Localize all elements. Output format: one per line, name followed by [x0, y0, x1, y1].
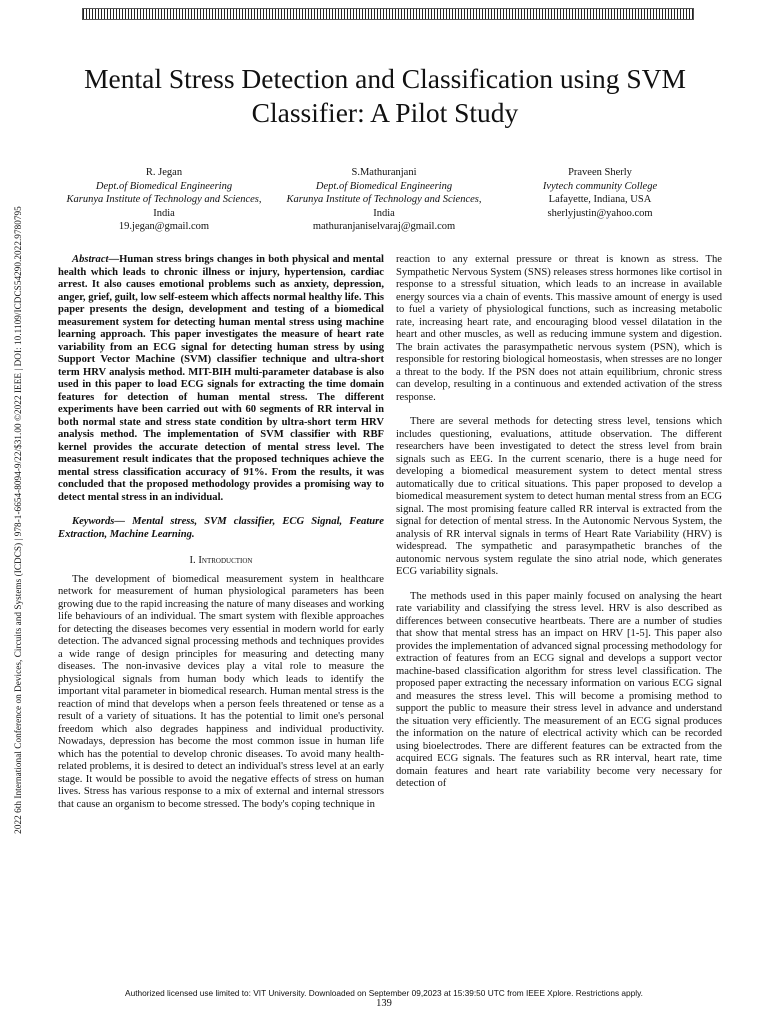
author-block-2	[284, 166, 484, 234]
author-block-3	[500, 166, 700, 220]
author-name: R. Jegan	[145, 167, 183, 178]
author-country: India	[153, 207, 175, 219]
abstract	[58, 254, 384, 504]
body-paragraph: The development of biomedical measurement system in healthcare network for measurement of human physiological parameters has been growing due to the rapid increasing the nature of many diseases and working life behaviours of an individual. The smart system with flexible approaches for detecting the diseases becomes very essential in modern world for early detection. The advanced signal processing methods and techniques provides a wide range of design principles for measuring and detecting many diseases. The non-invasive devices play a vital role to measure the physiological signals from human body which leads to identify the important vital parameter in biomedical research. Human mental stress is the reaction of mind that develops when a person feels threatened or tense as a result of a variety of situations. It has the potential to limit one's personal freedom which also degrades happiness and individual productivity. Nowadays, depression has become the most common issue in human life which has the potential to develop chronic diseases. To avoid many health-related problems, it is desired to detect an individual's stress level at an early stage. It would be possible to avoid the negative effects of stress on human lives. Stress has various response to a mix of external and internal stressors that cause an organism to become stressed. The body's coping technique in	[58, 573, 384, 810]
keywords: Keywords— Mental stress, SVM classifier, ECG Signal, Feature Extraction, Machine Learning.	[58, 516, 384, 540]
header-barcode	[82, 8, 694, 20]
author-inst: Lafayette, Indiana, USA	[548, 194, 652, 205]
right-column	[396, 254, 722, 791]
footer-license: Authorized licensed use limited to: VIT University. Downloaded on September 09,2023 at 15:39:50 UTC from IEEE Xplore. Restrictions apply.	[125, 988, 643, 998]
section-heading	[58, 555, 384, 568]
author-email[interactable]: mathuranjaniselvaraj@gmail.com	[312, 221, 456, 232]
author-dept: Dept.of Biomedical Engineering	[95, 180, 233, 192]
author-email[interactable]: 19.jegan@gmail.com	[118, 221, 210, 232]
author-email[interactable]: sherlyjustin@yahoo.com	[547, 207, 653, 219]
body-paragraph: There are several methods for detecting stress level, tensions which includes questioning, evaluations, attitude observation. The different researchers have been investigated to detect the stress level from brain signals such as EEG. In the current scenario, there is a huge need for developing a biomedical measurement system to detect mental stress automatically due to critical situations. This paper proposed to develop a biomedical measurement system to detect human mental stress from an ECG signal. The most promising feature called RR interval is extracted from the signal for detection of mental stress. In the Autonomic Nervous System, the analysis of RR interval signals in terms of Heart Rate Variability (HRV) is widespread. The sympathetic and parasympathetic branches of the autonomic nervous system regulate the sino atrial node, which generates ECG variability signals.	[396, 416, 722, 577]
author-name: S.Mathuranjani	[351, 167, 417, 178]
sidebar-citation-text: 2022 6th International Conference on Devices, Circuits and Systems (ICDCS) | 978-1-6654-8094-9/22/$31.00 ©2022 IEEE | DOI: 10.1109/ICDCS54290.2022.9780795	[13, 206, 23, 834]
sidebar-citation	[6, 180, 32, 860]
author-block-1	[64, 166, 264, 234]
paper-title: Mental Stress Detection and Classification using SVM Classifier: A Pilot Study	[84, 63, 686, 128]
author-dept: Dept.of Biomedical Engineering	[315, 180, 453, 192]
body-paragraph: reaction to any external pressure or threat is known as stress. The Sympathetic Nervous System (SNS) releases stress hormones like cortisol in response to a stressful situation, which leads to an increase in available energy sources via a chain of events. This massive amount of energy is used to fuel a variety of physiological functions, such as increasing metabolic rate, increasing heart rate, and encouraging blood vessel dilatation in the heart and other muscles, as well as reducing immune system and digestion. The brain activates the parasympathetic nervous system (PSN), which is responsible for restoring biological homeostasis, when stresses are no longer a threat to the body. If the PSN does not attain equilibrium, chronic stress can develop, resulting in a continuous and extended activation of the stress response.	[396, 254, 722, 403]
author-country: India	[373, 207, 395, 219]
abstract-label: Abstract	[72, 254, 109, 265]
author-dept: Ivytech community College	[542, 180, 658, 192]
author-inst: Karunya Institute of Technology and Sciences,	[286, 194, 482, 205]
left-column	[58, 254, 384, 811]
body-paragraph: The methods used in this paper mainly focused on analysing the heart rate variability and classifying the stress level. HRV is also described as differences between consecutive heartbeats. There are a number of studies that show that mental stress has an impact on HRV [1-5]. This paper also provides the implementation of advanced signal processing methodology for extraction of features from an ECG signal and develops a support vector machine-based classification algorithm for stress level classification. The proposed paper extracting the necessary information on various ECG signal and measures the stress level. This will become a promising method to support the public to measure their stress level in advance and understand the situation very efficiently. The measurement of an ECG signal produces the information on the nature of electrical activity which can be recorded using bioelectrodes. There are different features can be extracted from the acquired ECG signals. The features such as RR interval, heart rate, time domain features and heart rate variability become very necessary for detection of	[396, 590, 722, 789]
section-title: Introduction	[198, 555, 253, 566]
page-number: 139	[376, 998, 392, 1009]
author-name: Praveen Sherly	[568, 167, 632, 178]
abstract-text: —Human stress brings changes in both physical and mental health which leads to chronic illness or injury, hypertension, cardiac arrest. It also causes emotional problems such as anxiety, depression, anger, grief, guilt, low self-esteem which affects normal healthy life. This paper presents the design, development and testing of a biomedical measurement system for detecting human mental stress using machine learning approach. This paper investigates the measure of heart rate variability from an ECG signal for detecting human stress by using Support Vector Machine (SVM) classifier technique and ultra-short term HRV analysis method. MIT-BIH multi-parameter database is also used in this paper to load ECG signals for extracting the time domain features for detection of human mental stress. The different experiments have been carried out with 60 segments of RR interval in both normal state and stress state condition by ultra-short term HRV analysis method. The implementation of SVM classifier with RBF kernel provides the accurate detection of mental stress level. The measurement result indicates that the proposed techniques achieve the mental stress classification accuracy of 91%. From the results, it was concluded that the proposed methodology provides a promising way to detect mental stress in an individual.	[58, 254, 385, 503]
section-number: I.	[189, 555, 196, 566]
author-inst: Karunya Institute of Technology and Sciences,	[66, 194, 262, 205]
